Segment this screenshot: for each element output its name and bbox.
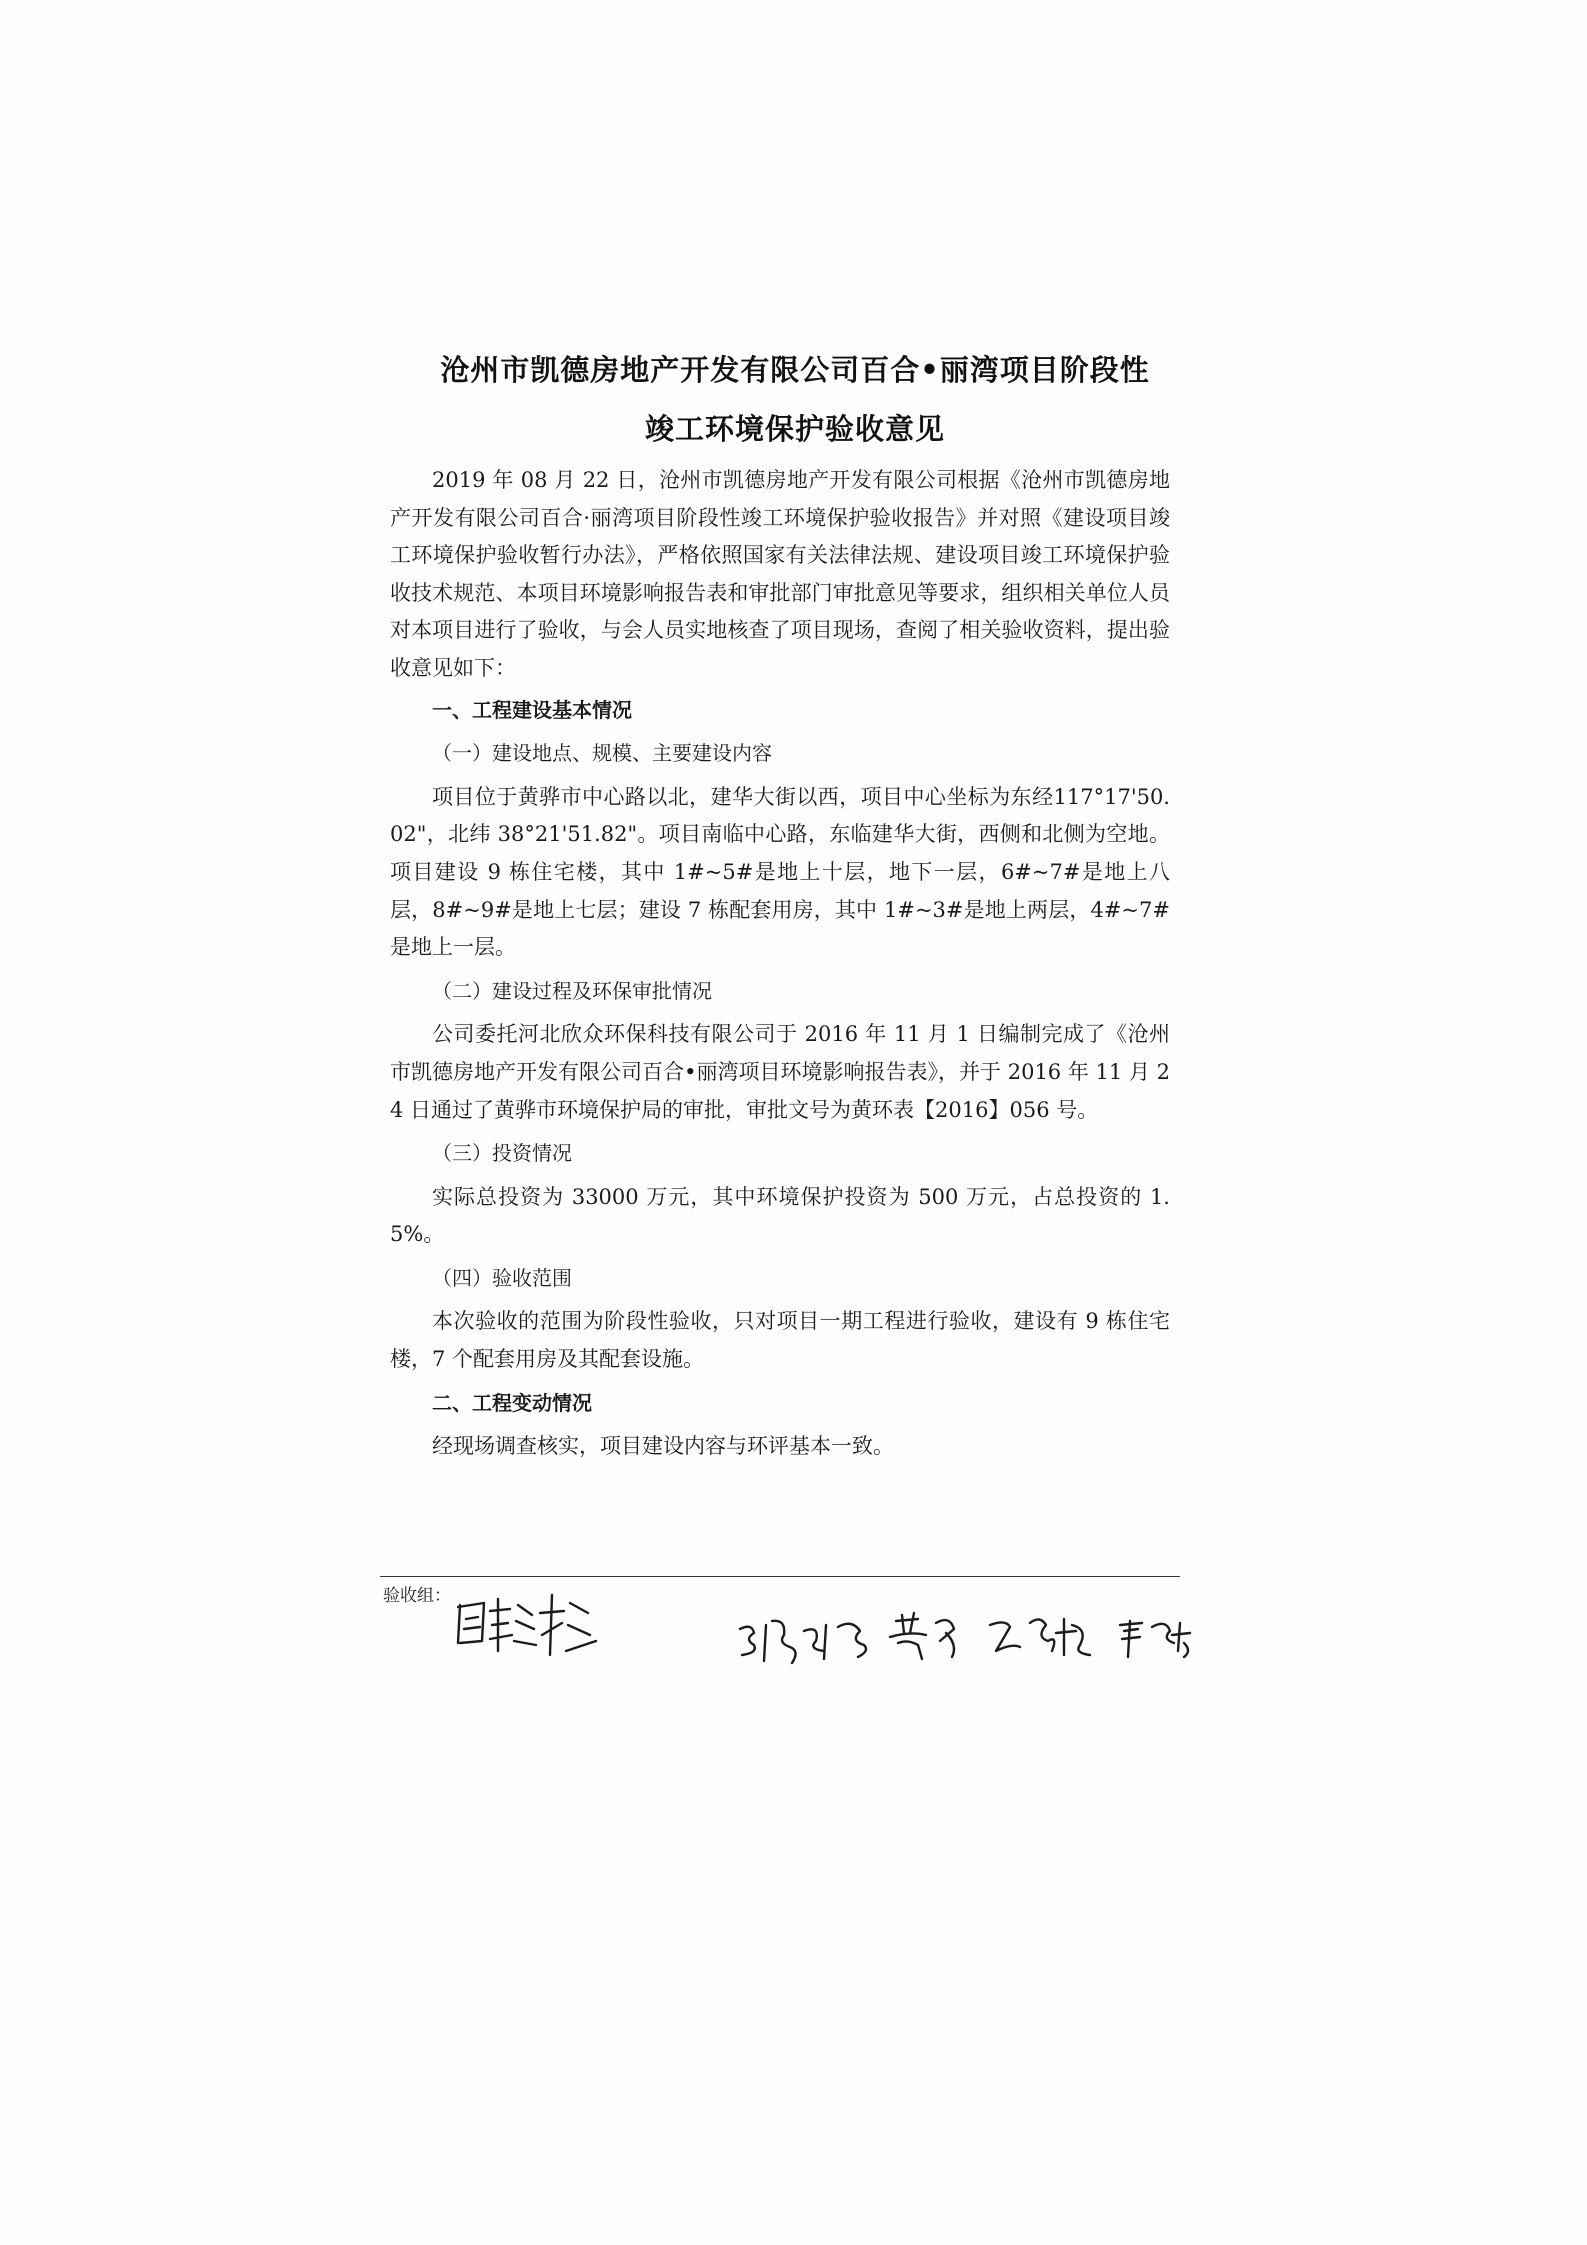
intro-paragraph: 2019 年 08 月 22 日，沧州市凯德房地产开发有限公司根据《沧州市凯德房地产开发有限公司百合·丽湾项目阶段性竣工环境保护验收报告》并对照《建设项目竣工环境保护验收暂行办法》，严格依照国家有关法律法规、建设项目竣工环境保护验收技术规范、本项目环境影响报告表和审批部门审批意见等要求，组织相关单位人员对本项目进行了验收，与会人员实地核查了项目现场，查阅了相关验收资料，提出验收意见如下： [390,468,1170,680]
document-title-line1: 沧州市凯德房地产开发有限公司百合•丽湾项目阶段性 [440,353,1150,387]
handwritten-signatures [440,1585,1220,1705]
section1-sub2-text: 公司委托河北欣众环保科技有限公司于 2016 年 11 月 1 日编制完成了《沧州市凯德房地产开发有限公司百合•丽湾项目环境影响报告表》，并于 2016 年 11 月 24 日通过了黄骅市环境保护局的审批，审批文号为黄环表【2016】056 号。 [390,1022,1170,1122]
section2-heading: 二、工程变动情况 [432,1390,592,1415]
section1-sub4-text: 本次验收的范围为阶段性验收，只对项目一期工程进行验收，建设有 9 栋住宅楼，7 个配套用房及其配套设施。 [390,1309,1170,1372]
section1-sub4-heading: （四）验收范围 [432,1265,572,1290]
document-body [390,462,1170,1466]
acceptance-group-label: 验收组： [383,1586,451,1606]
signature-divider [380,1576,1180,1577]
section1-sub1-heading: （一）建设地点、规模、主要建设内容 [432,741,772,766]
section1-heading: 一、工程建设基本情况 [432,697,632,722]
section1-sub2-heading: （二）建设过程及环保审批情况 [432,978,712,1003]
document-title-line2: 竣工环境保护验收意见 [644,412,945,446]
section1-sub3-heading: （三）投资情况 [432,1141,572,1166]
section2-text: 经现场调查核实，项目建设内容与环评基本一致。 [432,1434,894,1459]
section1-sub3-text: 实际总投资为 33000 万元，其中环境保护投资为 500 万元，占总投资的 1.5%。 [390,1184,1170,1247]
signature-image [440,1585,1220,1705]
section1-sub1-text: 项目位于黄骅市中心路以北，建华大街以西，项目中心坐标为东经117°17'50.02"，北纬 38°21'51.82"。项目南临中心路，东临建华大街，西侧和北侧为空地。项目建设 9 栋住宅楼，其中 1#~5#是地上十层，地下一层，6#~7#是地上八层，8#~9#是地上七层；建设 7 栋配套用房，其中 1#~3#是地上两层，4#~7#是地上一层。 [390,784,1170,960]
